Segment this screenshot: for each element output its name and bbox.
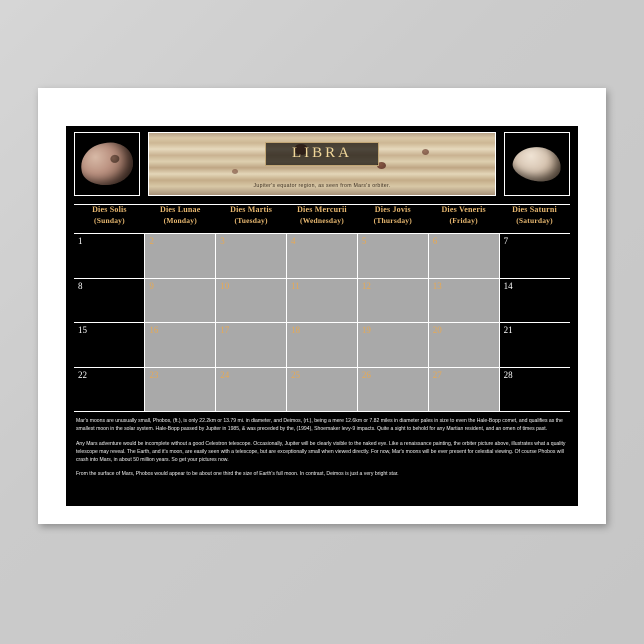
- column-latin-label: Dies Saturni: [512, 205, 557, 214]
- column-english-label: (Thursday): [373, 215, 412, 225]
- phobos-icon: [78, 140, 135, 189]
- calendar-day-cell[interactable]: [287, 367, 358, 412]
- poster-body-text: [76, 418, 568, 479]
- jupiter-equator-image: [148, 132, 496, 196]
- jupiter-image-caption: Jupiter's equator region, as seen from Mars's orbiter.: [253, 183, 391, 189]
- column-latin-label: Dies Jovis: [374, 205, 411, 214]
- calendar-table: [74, 204, 570, 412]
- calendar: [74, 204, 570, 412]
- calendar-day-cell[interactable]: [145, 367, 216, 412]
- calendar-day-cell[interactable]: [428, 234, 499, 279]
- day-number: 14: [503, 280, 513, 291]
- day-number: 15: [78, 325, 87, 335]
- calendar-day-cell[interactable]: [74, 278, 145, 323]
- calendar-day-cell[interactable]: [216, 367, 287, 412]
- day-number: 23: [149, 369, 159, 380]
- poster-header-images: [74, 132, 570, 196]
- jupiter-spot-icon: [422, 149, 429, 155]
- calendar-day-cell[interactable]: [428, 367, 499, 412]
- jupiter-spot-icon: [232, 169, 238, 174]
- calendar-week-row: [74, 234, 570, 279]
- deimos-icon: [510, 143, 563, 185]
- day-number: 2: [149, 236, 154, 246]
- calendar-day-cell[interactable]: [216, 323, 287, 368]
- calendar-column-header-wednesday: [287, 205, 358, 234]
- day-number: 17: [220, 325, 230, 335]
- day-number: 22: [78, 369, 87, 380]
- day-number: 20: [432, 325, 442, 335]
- deimos-image-frame: [504, 132, 570, 196]
- day-number: 16: [149, 325, 159, 335]
- calendar-day-cell[interactable]: [287, 323, 358, 368]
- calendar-day-cell[interactable]: [499, 234, 570, 279]
- calendar-day-cell[interactable]: [499, 367, 570, 412]
- calendar-column-header-tuesday: [216, 205, 287, 234]
- calendar-column-header-saturday: [499, 205, 570, 234]
- paragraph-surface-view: From the surface of Mars, Phobos would appear to be about one third the size of Earth's full moon. In contrast, Deimos is just a very bright star.: [76, 471, 399, 478]
- column-latin-label: Dies Mercurii: [297, 205, 347, 214]
- day-number: 24: [220, 369, 230, 380]
- column-english-label: (Saturday): [516, 215, 553, 225]
- calendar-week-row: [74, 367, 570, 412]
- calendar-day-cell[interactable]: [428, 323, 499, 368]
- poster-paper: [38, 88, 606, 524]
- calendar-day-cell[interactable]: [145, 234, 216, 279]
- calendar-day-cell[interactable]: [499, 278, 570, 323]
- calendar-day-cell[interactable]: [287, 234, 358, 279]
- column-english-label: (Tuesday): [234, 215, 268, 225]
- calendar-day-cell[interactable]: [287, 278, 358, 323]
- calendar-day-cell[interactable]: [216, 278, 287, 323]
- day-number: 7: [503, 236, 509, 246]
- calendar-day-cell[interactable]: [357, 367, 428, 412]
- column-latin-label: Dies Veneris: [441, 205, 486, 214]
- column-latin-label: Dies Lunae: [160, 205, 201, 214]
- day-number: 11: [291, 280, 300, 291]
- day-number: 26: [361, 369, 371, 380]
- phobos-image-frame: [74, 132, 140, 196]
- calendar-day-cell[interactable]: [145, 323, 216, 368]
- day-number: 27: [432, 369, 442, 380]
- calendar-column-header-monday: [145, 205, 216, 234]
- paragraph-moons: Mar's moons are unusually small, Phobos, (ft.), is only 22.2km or 13.79 mi. in diameter, and Deimos, (rt.), being a mere 12.6km or 7.82 miles in diameter pales in size to even the Hale-Bopp comet, and qualifies as the smallest moon in the solar system. Hale-Bopp passed by Jupiter in 1985, & was preceded by the, (1994), Shoemaker levy-9 impacts. Quite a sight to behold for any Martian resident, and an omen of times past.: [76, 418, 563, 432]
- calendar-column-header-thursday: [357, 205, 428, 234]
- day-number: 28: [503, 369, 513, 380]
- day-number: 3: [220, 236, 225, 246]
- zodiac-title: LIBRA: [265, 142, 379, 166]
- day-number: 18: [291, 325, 301, 335]
- calendar-day-cell[interactable]: [74, 234, 145, 279]
- day-number: 12: [361, 280, 371, 291]
- calendar-day-cell[interactable]: [357, 323, 428, 368]
- column-latin-label: Dies Martis: [230, 205, 273, 214]
- paragraph-telescope: Any Mars adventure would be incomplete without a good Celestron telescope. Occasionally, Jupiter will be clearly visible to the naked eye. Like a renaissance painting, the orbiter picture above, illustrates what a quality telescope may reveal. The Earth, and it's moon, are easily seen with a telescope, but are exceptionally small when viewed directly. For now, Mar's moons will be ever present for celestial viewing. Of course Phobos will crash into Mars, in about 50 million years. So get your pictures now.: [76, 440, 566, 463]
- day-number: 9: [149, 280, 154, 291]
- calendar-day-cell[interactable]: [428, 278, 499, 323]
- calendar-column-header-sunday: [74, 205, 145, 234]
- calendar-header-row: [74, 205, 570, 234]
- day-number: 10: [220, 280, 230, 291]
- calendar-day-cell[interactable]: [216, 234, 287, 279]
- day-number: 4: [291, 236, 296, 246]
- calendar-day-cell[interactable]: [74, 367, 145, 412]
- calendar-day-cell[interactable]: [145, 278, 216, 323]
- day-number: 19: [361, 325, 371, 335]
- calendar-day-cell[interactable]: [357, 278, 428, 323]
- column-english-label: (Monday): [163, 215, 197, 225]
- day-number: 6: [432, 236, 438, 246]
- day-number: 13: [432, 280, 442, 291]
- day-number: 5: [361, 236, 367, 246]
- column-english-label: (Sunday): [94, 215, 125, 225]
- calendar-week-row: [74, 278, 570, 323]
- poster-printed-area: [66, 126, 578, 506]
- column-latin-label: Dies Solis: [92, 205, 127, 214]
- calendar-day-cell[interactable]: [357, 234, 428, 279]
- calendar-day-cell[interactable]: [499, 323, 570, 368]
- day-number: 21: [503, 325, 513, 335]
- day-number: 8: [78, 280, 83, 291]
- calendar-week-row: [74, 323, 570, 368]
- calendar-day-cell[interactable]: [74, 323, 145, 368]
- day-number: 25: [291, 369, 301, 380]
- day-number: 1: [78, 236, 83, 246]
- column-english-label: (Wednesday): [300, 215, 344, 225]
- column-english-label: (Friday): [449, 215, 478, 225]
- calendar-column-header-friday: [428, 205, 499, 234]
